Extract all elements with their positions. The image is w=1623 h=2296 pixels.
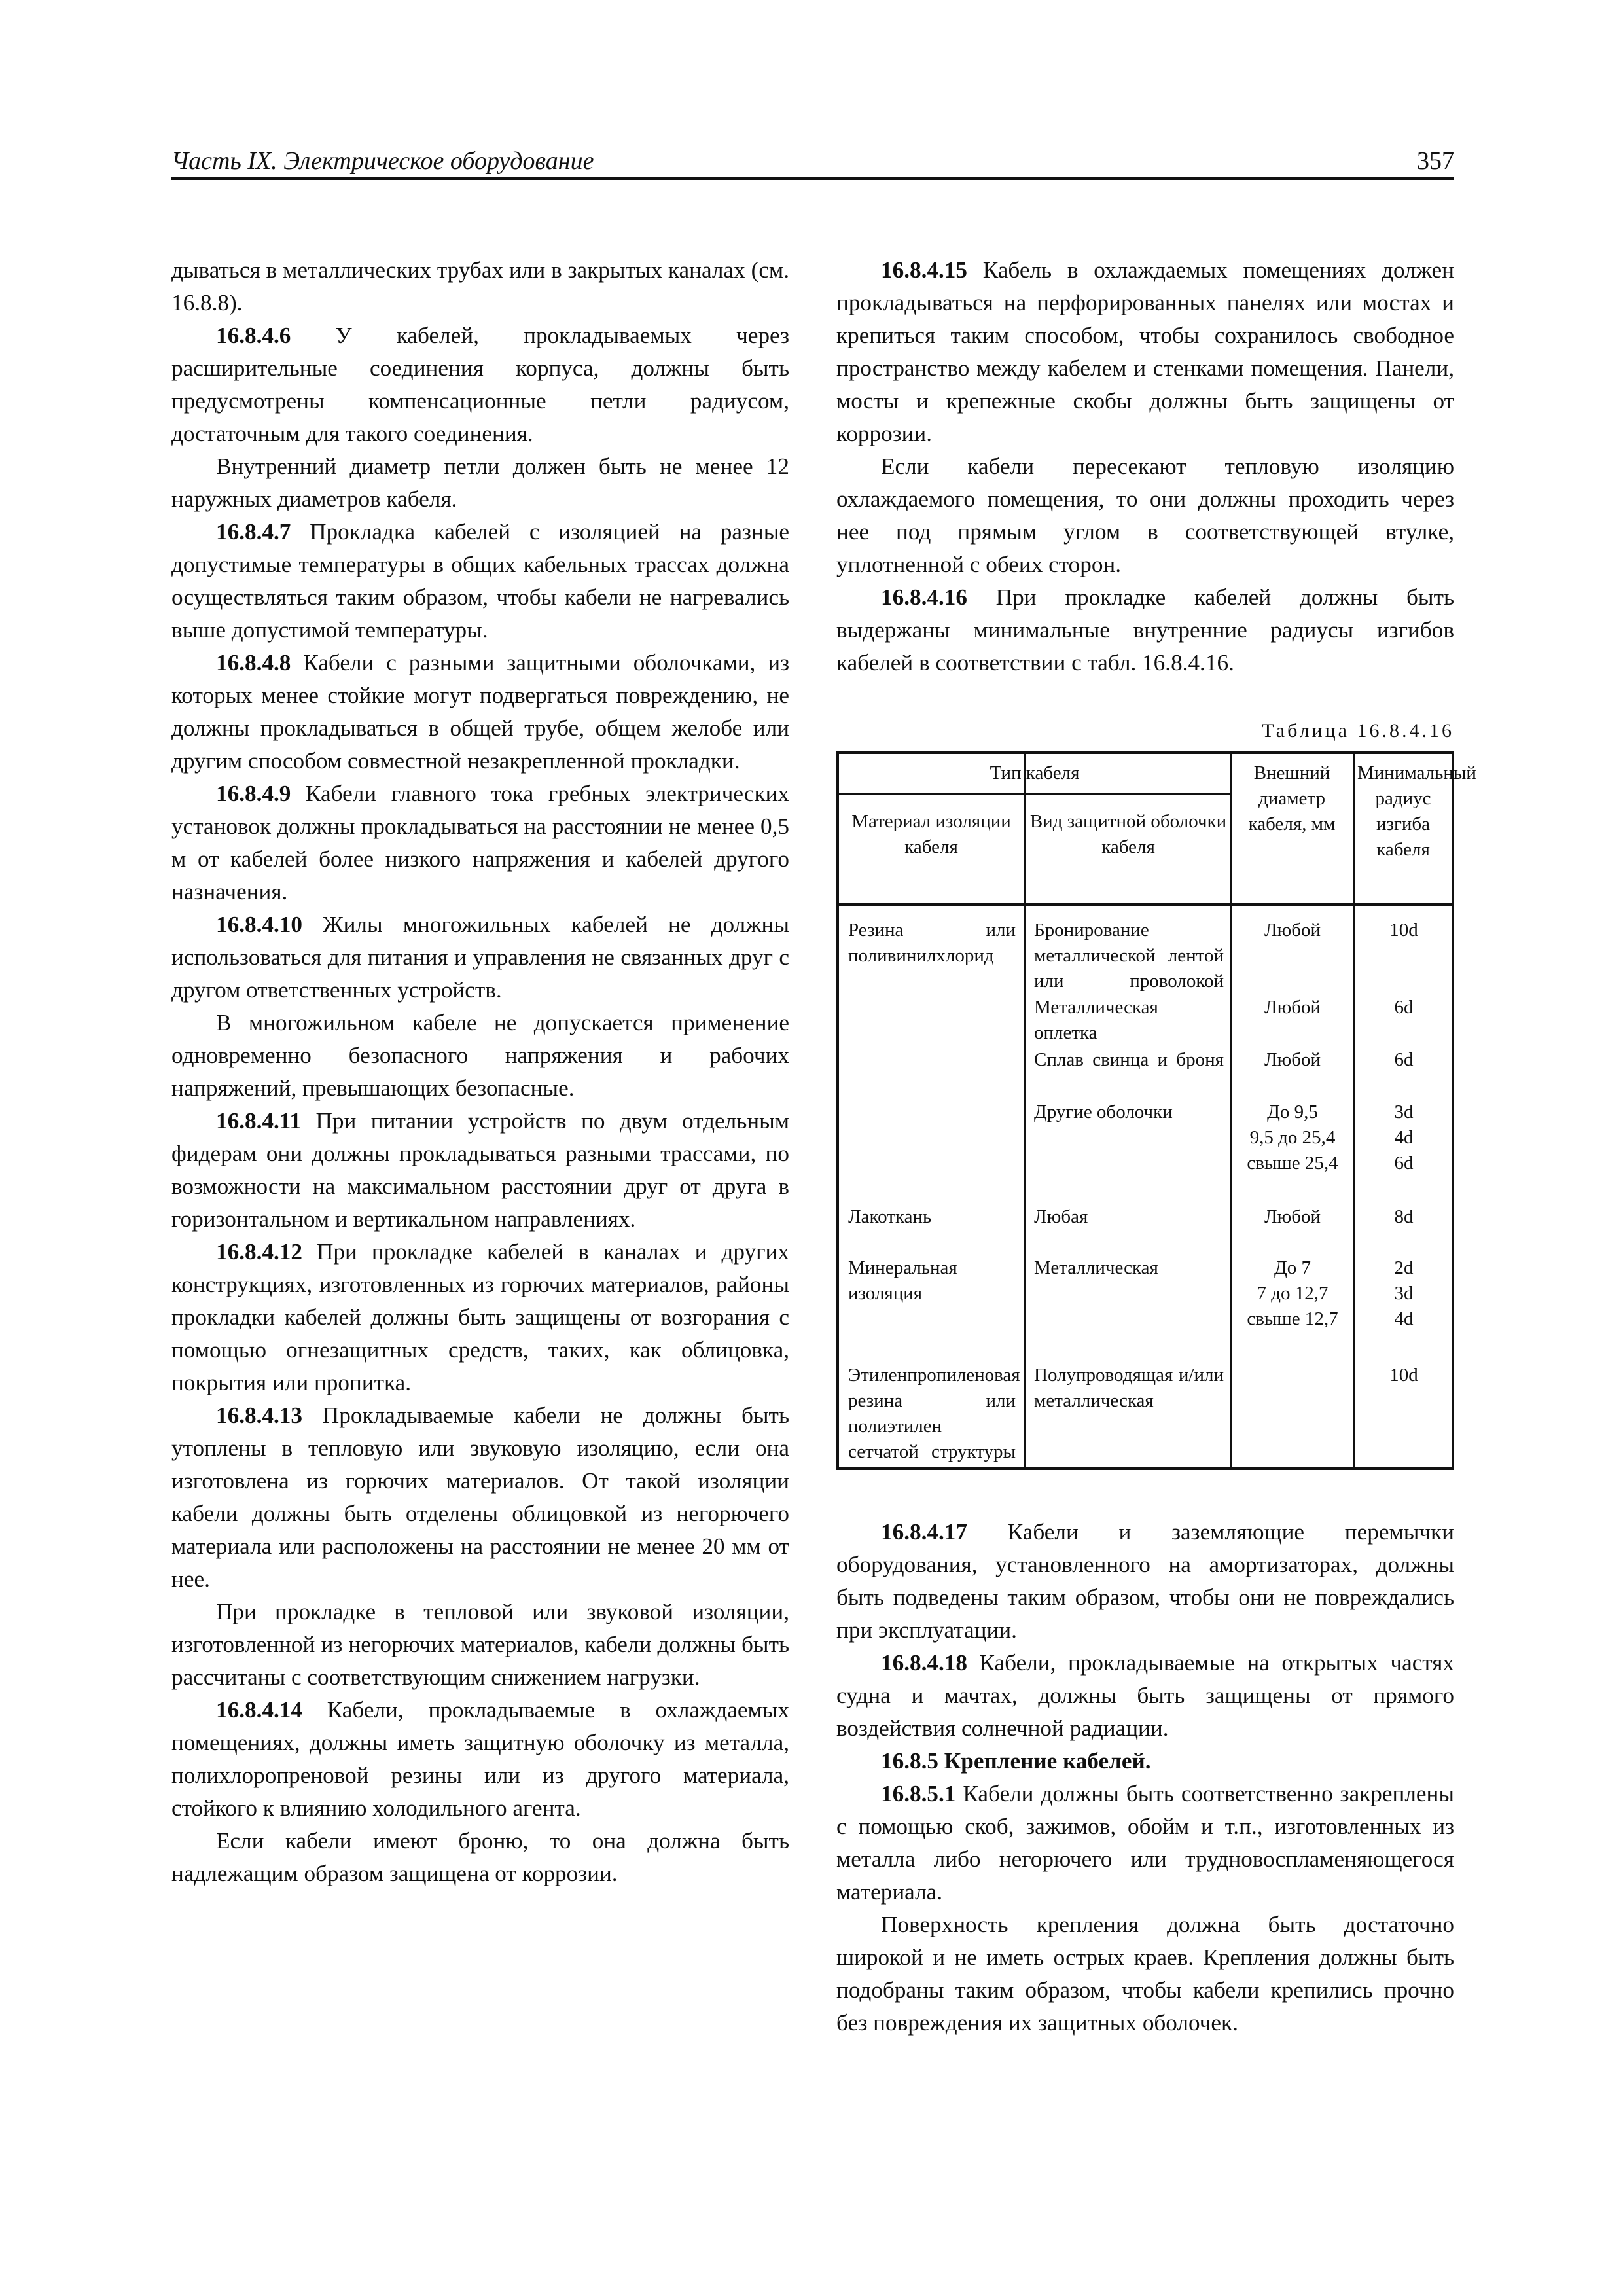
header-cable-type: Тип кабеля — [990, 762, 1080, 783]
clause-text: Кабели должны быть соответственно закреплены с помощью скоб, зажимов, обойм и т.п., изготовленных из металла либо негорючего или трудновоспламеняющегося материала. — [836, 1781, 1454, 1905]
clause-number: 16.8.4.17 — [881, 1519, 967, 1545]
paragraph: Поверхность крепления должна быть достаточно широкой и не иметь острых краев. Крепления должны быть подобраны таким образом, чтобы кабели крепились прочно без повреждения их защитных оболочек. — [836, 1912, 1454, 2036]
header-rule — [171, 177, 1454, 180]
paragraph — [171, 1236, 789, 1399]
clause-text: При прокладке кабелей должны быть выдержаны минимальные внутренние радиусы изгибов кабелей в соответствии с табл. 16.8.4.16. — [836, 584, 1454, 675]
diameter-cell: 9,5 до 25,4 — [1249, 1127, 1336, 1148]
table-caption: Таблица 16.8.4.16 — [1262, 720, 1454, 742]
diameter-cell: свыше 12,7 — [1247, 1308, 1338, 1329]
material-cell: Этиленпропиленовая резина или полиэтилен сетчатой структуры — [848, 1365, 1020, 1462]
radius-cell: 6d — [1394, 1153, 1414, 1174]
radius-cell: 3d — [1394, 1283, 1414, 1304]
clause-number: 16.8.4.14 — [216, 1697, 302, 1723]
radius-cell: 6d — [1394, 997, 1414, 1018]
paragraph: Если кабели пересекают тепловую изоляцию охлаждаемого помещения, то они должны проходить через нее под прямым углом в соответствующей втулке, уплотненной с обеих сторон. — [836, 454, 1454, 577]
paragraph — [171, 1694, 789, 1825]
table-rule — [1024, 754, 1026, 1467]
paragraph — [171, 319, 789, 450]
clause-text: У кабелей, прокладываемых через расширительные соединения корпуса, должны быть предусмотрены компенсационные петли радиусом, достаточным для такого соединения. — [171, 323, 789, 446]
radius-cell: 10d — [1389, 1365, 1418, 1386]
paragraph — [171, 1105, 789, 1236]
paragraph — [836, 1647, 1454, 1745]
paragraph — [836, 254, 1454, 450]
clause-text: Прокладываемые кабели не должны быть утоплены в тепловую или звуковую изоляцию, если она изготовлена из горючих материалов. От такой изоляции кабели должны быть отделены облицовкой из негорючего материала или расположены на расстоянии не менее 20 мм от нее. — [171, 1403, 789, 1592]
diameter-cell: Любой — [1264, 920, 1321, 941]
bend-radius-table — [836, 751, 1476, 1470]
clause-number: 16.8.4.7 — [216, 519, 291, 545]
clause-number: 16.8.4.8 — [216, 650, 291, 675]
paragraph — [836, 1516, 1454, 1647]
diameter-cell: Любой — [1264, 997, 1321, 1018]
section-heading: 16.8.5 Крепление кабелей. — [881, 1748, 1151, 1774]
radius-cell: 2d — [1394, 1257, 1414, 1278]
paragraph — [171, 908, 789, 1007]
clause-text: При прокладке кабелей в каналах и других конструкциях, изготовленных из горючих материалов, районы прокладки кабелей должны быть защищены от возгорания с помощью огнезащитных средств, таких, как облицовка, покрытия или пропитка. — [171, 1239, 789, 1395]
clause-number: 16.8.4.12 — [216, 1239, 302, 1265]
radius-cell: 10d — [1389, 920, 1418, 941]
diameter-cell: До 7 — [1274, 1257, 1311, 1278]
paragraph — [171, 516, 789, 647]
sheath-cell: Металлическая оплетка — [1034, 997, 1158, 1043]
paragraph — [836, 581, 1454, 679]
paragraph: Внутренний диаметр петли должен быть не менее 12 наружных диаметров кабеля. — [171, 454, 789, 512]
material-cell: Резина или поливинилхлорид — [848, 920, 1016, 966]
clause-text: Кабели, прокладываемые на открытых частях судна и мачтах, должны быть защищены от прямого воздействия солнечной радиации. — [836, 1650, 1454, 1741]
radius-cell: 4d — [1394, 1308, 1414, 1329]
paragraph — [836, 1778, 1454, 1909]
material-cell: Лакоткань — [848, 1206, 932, 1227]
paragraph — [171, 647, 789, 778]
clause-text: Жилы многожильных кабелей не должны использоваться для питания и управления не связанных друг с другом ответственных устройств. — [171, 912, 789, 1003]
sheath-cell: Сплав свинца и броня — [1034, 1049, 1224, 1070]
sheath-cell: Любая — [1034, 1206, 1088, 1227]
left-column — [171, 254, 789, 1890]
right-column-top — [836, 254, 1454, 679]
paragraph: В многожильном кабеле не допускается применение одновременно безопасного напряжения и рабочих напряжений, превышающих безопасные. — [171, 1010, 789, 1101]
clause-number: 16.8.4.13 — [216, 1403, 302, 1428]
clause-number: 16.8.4.10 — [216, 912, 302, 937]
clause-number: 16.8.4.18 — [881, 1650, 967, 1676]
table-rule — [1353, 754, 1355, 1467]
clause-text: Кабели, прокладываемые в охлаждаемых помещениях, должны иметь защитную оболочку из металла, полихлоропреновой резины или из другого материала, стойкого к влиянию холодильного агента. — [171, 1697, 789, 1821]
page-header — [171, 141, 1454, 181]
header-diameter: Внешний диаметр кабеля, мм — [1248, 762, 1336, 834]
clause-number: 16.8.4.11 — [216, 1108, 302, 1134]
diameter-cell: 7 до 12,7 — [1257, 1283, 1329, 1304]
radius-cell: 3d — [1394, 1102, 1414, 1122]
material-cell: Минеральная изоляция — [848, 1257, 957, 1304]
diameter-cell: Любой — [1264, 1206, 1321, 1227]
diameter-cell: Любой — [1264, 1049, 1321, 1070]
paragraph: дываться в металлических трубах или в закрытых каналах (см. 16.8.8). — [171, 257, 789, 315]
paragraph — [171, 1399, 789, 1596]
radius-cell: 6d — [1394, 1049, 1414, 1070]
header-radius: Минимальный радиус изгиба кабеля — [1357, 762, 1476, 860]
clause-number: 16.8.4.9 — [216, 781, 291, 806]
clause-text: Прокладка кабелей с изоляцией на разные допустимые температуры в общих кабельных трассах должна осуществляться таким образом, чтобы кабели не нагревались выше допустимой температуры. — [171, 519, 789, 643]
table-rule — [839, 903, 1452, 906]
radius-cell: 4d — [1394, 1127, 1414, 1148]
clause-number: 16.8.5.1 — [881, 1781, 956, 1806]
sheath-cell: Бронирование металлической лентой или проволокой — [1034, 920, 1224, 992]
clause-number: 16.8.4.15 — [881, 257, 967, 283]
sheath-cell: Полупроводящая и/или металлическая — [1034, 1365, 1224, 1411]
clause-number: 16.8.4.16 — [881, 584, 967, 610]
radius-cell: 8d — [1394, 1206, 1414, 1227]
sheath-cell: Другие оболочки — [1034, 1102, 1173, 1122]
clause-text: Кабели и заземляющие перемычки оборудования, установленного на амортизаторах, должны быть подведены таким образом, чтобы они не повреждались при эксплуатации. — [836, 1519, 1454, 1643]
clause-text: При питании устройств по двум отдельным фидерам они должны прокладываться разными трассами, по возможности на максимальном расстоянии друг от друга в горизонтальном и вертикальном направлениях. — [171, 1108, 789, 1232]
table-rule — [839, 793, 1230, 795]
clause-text: Кабели главного тока гребных электрических установок должны прокладываться на расстоянии не менее 0,5 м от кабелей более низкого напряжения и кабелей другого назначения. — [171, 781, 789, 905]
paragraph: При прокладке в тепловой или звуковой изоляции, изготовленной из негорючих материалов, кабели должны быть рассчитаны с соответствующим снижением нагрузки. — [171, 1599, 789, 1690]
clause-number: 16.8.4.6 — [216, 323, 291, 348]
paragraph — [171, 778, 789, 908]
diameter-cell: До 9,5 — [1267, 1102, 1318, 1122]
header-sheath: Вид защитной оболочки кабеля — [1029, 811, 1227, 857]
right-column-bottom — [836, 1516, 1454, 2039]
clause-text: Кабель в охлаждаемых помещениях должен прокладываться на перфорированных панелях или мостах и крепиться таким способом, чтобы сохранилось свободное пространство между кабелем и стенками помещения. Панели, мосты и крепежные скобы должны быть защищены от коррозии. — [836, 257, 1454, 446]
clause-text: Кабели с разными защитными оболочками, из которых менее стойкие могут подвергаться повреждению, не должны прокладываться в общей трубе, общем желобе или другим способом совместной незакрепленной прокладки. — [171, 650, 789, 774]
diameter-cell: свыше 25,4 — [1247, 1153, 1338, 1174]
header-material: Материал изоляции кабеля — [851, 811, 1011, 857]
running-title: Часть IX. Электрическое оборудование — [171, 147, 594, 175]
page-number: 357 — [1417, 147, 1454, 175]
paragraph: Если кабели имеют броню, то она должна быть надлежащим образом защищена от коррозии. — [171, 1828, 789, 1886]
sheath-cell: Металлическая — [1034, 1257, 1158, 1278]
